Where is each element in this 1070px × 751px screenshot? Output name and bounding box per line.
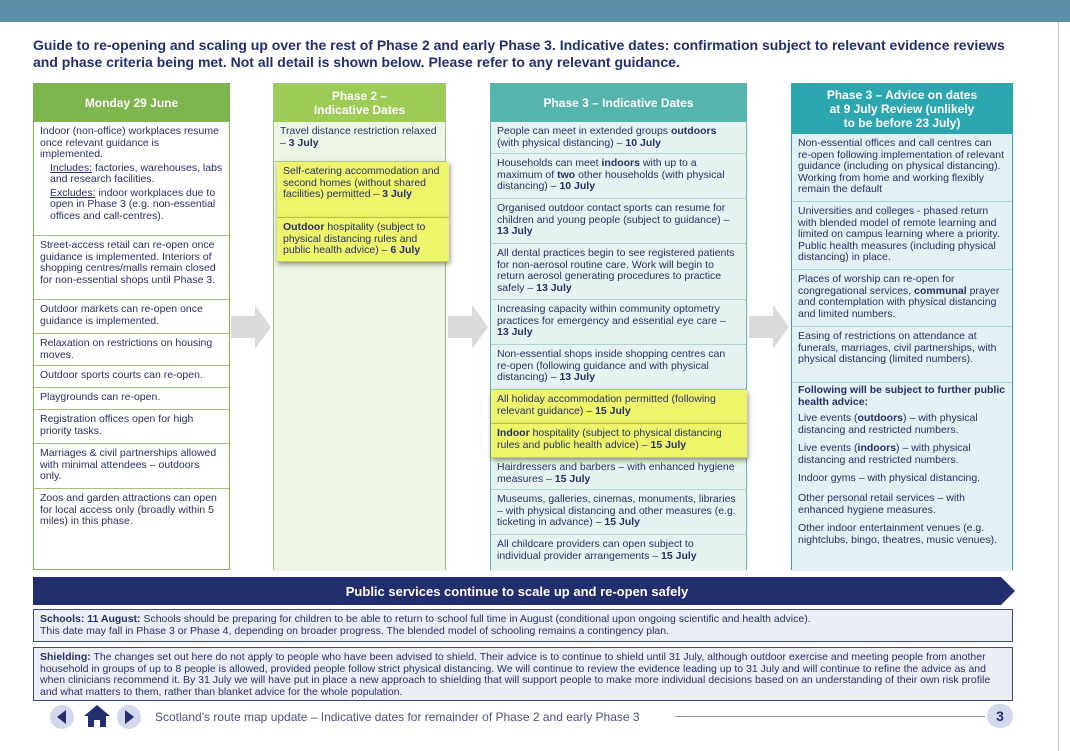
column-phase-3 (490, 83, 747, 570)
arrow-right-icon (448, 305, 488, 349)
list-item: Easing of restrictions on attendance at funerals, marriages, civil partnerships, with physical distancing (limited numbers). (792, 327, 1012, 383)
arrow-right-icon (231, 305, 271, 349)
chevron-right-icon (123, 710, 135, 724)
page-edge-line (1058, 22, 1059, 751)
column-header: Phase 3 – Indicative Dates (491, 84, 746, 122)
list-item: Hairdressers and barbers – with enhanced hygiene measures – 15 July (491, 458, 746, 490)
highlighted-item: Indoor hospitality (subject to physical distancing rules and public health advice) – 15 July (491, 424, 747, 458)
list-item: Universities and colleges - phased return with blended model of remote learning and limited on campus learning where a priority. Public health measures (including physical distancing) in place. (792, 202, 1012, 270)
list-item: Non-essential offices and call centres can re-open following implementation of relevant guidance (including on physical distancing). Working from home and working flexibly remain the default (792, 134, 1012, 202)
list-item: Marriages & civil partnerships allowed with minimal attendees – outdoors only. (34, 444, 229, 489)
shielding-note: Shielding: The changes set out here do not apply to people who have been advised to shield. Their advice is to continue to shield until 31 July, although outdoor exercise and meeting people from another household in groups of up to 8 people is allowed, provided people follow strict physical distancing. We will continue to review the evidence leading up to 31 July and will continue to refine the advice as and when clinicians recommend it. By 31 July we will have put in place a new approach to shielding that will support people to make more individual decisions based on an understanding of their own risk profile and what matters to them, rather than blanket advice for the whole population. (33, 647, 1013, 701)
list-item: Organised outdoor contact sports can resume for children and young people (subject to guidance) – 13 July (491, 199, 746, 244)
list-item: Museums, galleries, cinemas, monuments, libraries – with physical distancing and other measures (e.g. ticketing in advance) – 15 July (491, 490, 746, 535)
previous-page-button[interactable] (50, 705, 74, 729)
list-item: Indoor (non-office) workplaces resume once relevant guidance is implemented. Includes: factories, warehouses, labs and research facilities. Excludes: indoor workplaces due to open in Phase 3 (e.g. non-essential offices and call-centres). (34, 122, 229, 236)
highlighted-item: Outdoor hospitality (subject to physical distancing rules and public health advice) – 6 July (277, 218, 449, 262)
arrow-right-icon (749, 305, 789, 349)
footer-rule (675, 716, 985, 717)
intro-line-1: Guide to re-opening and scaling up over the rest of Phase 2 and early Phase 3. Indicative dates: confirmation subject to relevant evidence reviews (33, 37, 1005, 53)
page-number: 3 (987, 704, 1013, 728)
list-item: People can meet in extended groups outdoors (with physical distancing) – 10 July (491, 122, 746, 154)
list-item: Outdoor markets can re-open once guidance is implemented. (34, 300, 229, 334)
list-item: Places of worship can re-open for congregational services, communal prayer and contemplation with physical distancing and limited numbers. (792, 270, 1012, 327)
list-item: Other personal retail services – with enhanced hygiene measures. (798, 492, 965, 516)
column-phase-3-advice (791, 83, 1013, 570)
list-item: Increasing capacity within community optometry practices for emergency and essential eye care – 13 July (491, 300, 746, 345)
footer-title: Scotland's route map update – Indicative dates for remainder of Phase 2 and early Phase 3 (155, 710, 640, 724)
list-item: Other indoor entertainment venues (e.g. nightclubs, bingo, theatres, music venues). (798, 522, 998, 546)
list-item: All childcare providers can open subject to individual provider arrangements – 15 July (497, 538, 697, 562)
list-item: Non-essential shops inside shopping centres can re-open (following guidance and with physical distancing) – 13 July (491, 345, 746, 390)
chevron-left-icon (56, 710, 68, 724)
list-item: Relaxation on restrictions on housing moves. (34, 334, 229, 366)
list-item: Indoor gyms – with physical distancing. (798, 472, 981, 484)
column-header: Phase 3 – Advice on dates at 9 July Review (unlikely to be before 23 July) (792, 84, 1012, 134)
column-header: Phase 2 – Indicative Dates (274, 84, 445, 122)
list-item: Street-access retail can re-open once guidance is implemented. Interiors of shopping centres/malls remain closed for non-essential shops until Phase 3. (34, 236, 229, 300)
intro-line-2: and phase criteria being met. Not all detail is shown below. Please refer to any relevant guidance. (33, 54, 680, 70)
highlighted-item: All holiday accommodation permitted (following relevant guidance) – 15 July (491, 390, 747, 424)
banner-text: Public services continue to scale up and re-open safely (345, 583, 689, 599)
list-item: Outdoor sports courts can re-open. (34, 366, 229, 388)
list-item: Zoos and garden attractions can open for local access only (broadly within 5 miles) in this phase. (40, 492, 217, 527)
column-phase-2 (273, 83, 446, 570)
column-body (792, 134, 1012, 571)
column-body (491, 122, 746, 571)
list-item: Playgrounds can re-open. (34, 388, 229, 410)
list-heading: Following will be subject to further public health advice: (798, 384, 1006, 408)
top-bar (0, 0, 1070, 22)
list-item: Live events (outdoors) – with physical distancing and restricted numbers. (798, 412, 978, 436)
column-body (274, 122, 445, 571)
list-item: Live events (indoors) – with physical distancing and restricted numbers. (798, 442, 971, 466)
list-item: Households can meet indoors with up to a maximum of two other households (with physical distancing) – 10 July (491, 154, 746, 199)
list-item: Travel distance restriction relaxed – 3 July (274, 122, 445, 162)
column-monday-29-june (33, 83, 230, 570)
list-item: Registration offices open for high priority tasks. (34, 410, 229, 444)
list-item: All dental practices begin to see registered patients for non-aerosol routine care. Work will begin to return aerosol generating procedures to practice safely – 13 July (491, 244, 746, 300)
column-header: Monday 29 June (34, 84, 229, 122)
column-body (34, 122, 229, 571)
next-page-button[interactable] (117, 705, 141, 729)
intro-heading (33, 37, 1023, 71)
schools-note: Schools: 11 August: Schools should be preparing for children to be able to return to school full time in August (conditional upon ongoing scientific and health advice). This date may fall in Phase 3 or Phase 4, depending on broader progress. The blended model of schooling remains a contingency plan. (33, 609, 1013, 642)
home-icon[interactable] (83, 704, 111, 728)
highlighted-item: Self-catering accommodation and second homes (without shared facilities) permitted – 3 July (277, 162, 449, 218)
